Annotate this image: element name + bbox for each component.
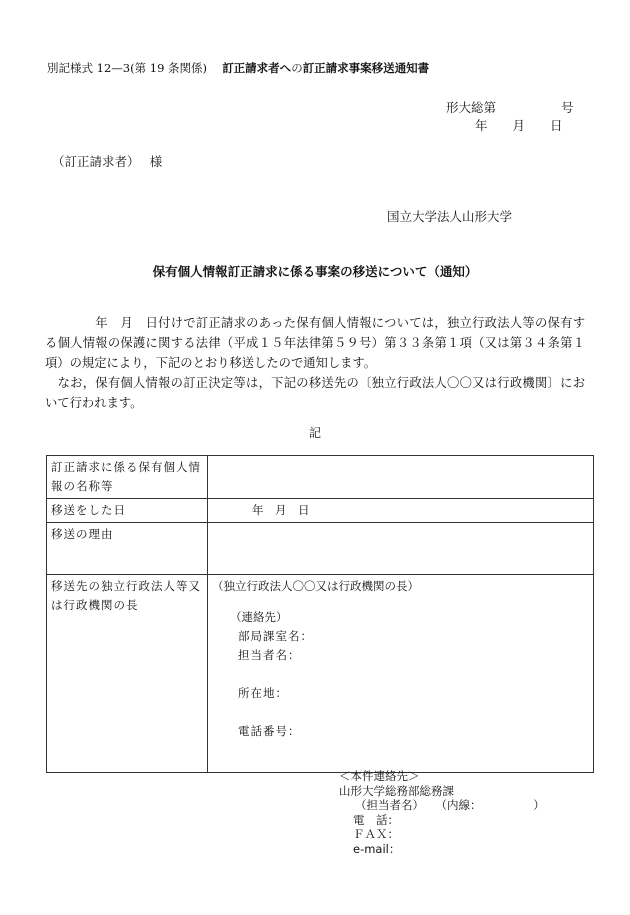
footer-staff: （担当者名） （内線： ） <box>355 798 545 813</box>
body-paragraph-1: 年 月 日付けで訂正請求のあった保有個人情報については，独立行政法人等の保有する個人情報の保護に関する法律（平成１５年法律第５９号）第３３条第１項（又は第３４条第１項）の規定により，下記のとおり移送したので通知します。 <box>45 316 585 370</box>
transfer-info-table <box>46 455 594 773</box>
footer-heading: ＜本件連絡先＞ <box>339 769 420 783</box>
phone-label: 電話番号： <box>238 724 301 738</box>
row-value-info-name <box>208 456 594 499</box>
form-title-part-3: 訂正請求事案移送 <box>302 61 395 75</box>
doc-number-prefix: 形大総第 <box>446 100 497 115</box>
form-title-part-1: 訂正請求者へ <box>222 61 292 75</box>
contact-block <box>212 608 589 741</box>
doc-number-suffix: 号 <box>561 100 574 115</box>
row-label-transfer-reason: 移送の理由 <box>47 523 208 575</box>
row-label-transfer-date: 移送をした日 <box>47 499 208 523</box>
dept-label: 部局課室名： <box>238 629 313 643</box>
footer-email: e-mail： <box>353 841 401 856</box>
form-title-part-4: 通知書 <box>394 61 430 75</box>
sender: 国立大学法人山形大学 <box>387 209 513 224</box>
table-row <box>47 523 594 575</box>
person-label: 担当者名： <box>238 648 301 662</box>
footer-fax: ＦＡＸ： <box>353 827 399 842</box>
row-value-transfer-destination <box>208 575 594 773</box>
table-row <box>47 499 594 523</box>
footer-org: 山形大学総務部総務課 <box>339 783 454 798</box>
destination-head: （独立行政法人〇〇又は行政機関の長） <box>212 579 419 593</box>
document-number <box>446 98 574 116</box>
address-label: 所在地： <box>238 686 288 700</box>
form-title-part-2: の <box>291 61 303 75</box>
table-row <box>47 575 594 773</box>
ki-heading: 記 <box>308 426 321 440</box>
row-label-info-name: 訂正請求に係る保有個人情報の名称等 <box>47 456 208 499</box>
table-row <box>47 456 594 499</box>
issue-date: 年 月 日 <box>475 118 563 133</box>
row-value-transfer-date <box>208 499 594 523</box>
form-identifier <box>47 60 429 76</box>
row-value-transfer-reason <box>208 523 594 575</box>
form-number: 別記様式 12—3(第 19 条関係) <box>47 61 208 75</box>
document-title: 保有個人情報訂正請求に係る事案の移送について（通知） <box>152 264 478 279</box>
contact-footer <box>339 769 545 857</box>
row-label-transfer-destination: 移送先の独立行政法人等又は行政機関の長 <box>47 575 208 773</box>
transfer-date-value: 年 月 日 <box>252 503 310 517</box>
body-paragraph-2: なお，保有個人情報の訂正決定等は，下記の移送先の〔独立行政法人〇〇又は行政機関〕において行われます。 <box>45 376 585 410</box>
footer-tel: 電 話： <box>353 812 399 827</box>
contact-title: （連絡先） <box>230 610 288 624</box>
body-text <box>45 313 585 413</box>
recipient: （訂正請求者） 様 <box>52 154 163 169</box>
